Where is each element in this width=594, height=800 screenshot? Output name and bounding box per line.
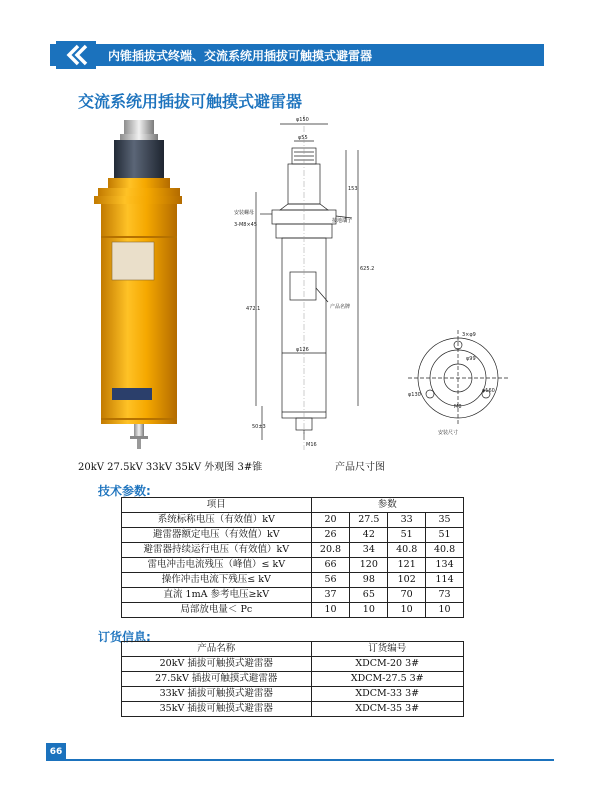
cell: 121 [388,558,426,573]
cell: 40.8 [426,543,464,558]
table-row [122,702,464,717]
cell: 42 [350,528,388,543]
header-title: 内锥插拔式终端、交流系统用插拔可触摸式避雷器 [108,49,373,63]
table-row [122,513,464,528]
label-bolt: 3-M8×45 [234,222,258,228]
row-label: 避雷器额定电压（有效值）kV [122,528,312,543]
dim-d99: φ99 [466,356,476,362]
table-row [122,558,464,573]
cell: 66 [311,558,350,573]
order-table [121,641,464,717]
product-name: 20kV 插拔可触摸式避雷器 [122,657,312,672]
table-row [122,672,464,687]
label-mount-nut: 安装螺母 [234,210,255,216]
cell: 56 [311,573,350,588]
cell: 102 [388,573,426,588]
row-label: 雷电冲击电流残压（峰值）≤ kV [122,558,312,573]
cell: 26 [311,528,350,543]
row-label: 避雷器持续运行电压（有效值）kV [122,543,312,558]
page-title: 交流系统用插拔可触摸式避雷器 [78,92,303,111]
cell: 51 [426,528,464,543]
table-row [122,603,464,618]
cell: 33 [388,513,426,528]
table-header-row [122,642,464,657]
dim-m8: M8 [454,404,462,410]
table-header-row [122,498,464,513]
header-item: 项目 [122,498,312,513]
cell: 98 [350,573,388,588]
cell: 37 [311,588,350,603]
cell: 65 [350,588,388,603]
table-row [122,588,464,603]
header-order-code: 订货编号 [311,642,463,657]
header-product-name: 产品名称 [122,642,312,657]
cell: 51 [388,528,426,543]
row-label: 直流 1mA 参考电压≥kV [122,588,312,603]
table-row [122,543,464,558]
section-order-info: 订货信息: [98,630,151,644]
tech-params-table [121,497,464,618]
cell: 73 [426,588,464,603]
page-number: 66 [46,743,66,761]
product-photo [80,118,200,453]
table-row [122,687,464,702]
product-name: 35kV 插拔可触摸式避雷器 [122,702,312,717]
order-code: XDCM-33 3# [311,687,463,702]
dim-d126: φ126 [296,347,309,353]
label-install-size: 安装尺寸 [438,430,459,436]
row-label: 系统标称电压（有效值）kV [122,513,312,528]
dim-d130: φ130 [408,392,421,398]
row-label: 局部放电量＜ Pc [122,603,312,618]
dim-d150: φ150 [296,117,309,123]
order-code: XDCM-35 3# [311,702,463,717]
dim-d160: φ160 [482,388,495,394]
label-ground: 接地端子 [332,218,353,224]
drawing-caption: 产品尺寸图 [335,462,385,473]
cell: 134 [426,558,464,573]
row-label: 操作冲击电流下残压≤ kV [122,573,312,588]
product-name: 33kV 插拔可触摸式避雷器 [122,687,312,702]
footer-rule [48,759,554,761]
cell: 10 [388,603,426,618]
dimension-drawing [228,110,508,455]
cell: 34 [350,543,388,558]
cell: 70 [388,588,426,603]
order-code: XDCM-27.5 3# [311,672,463,687]
cell: 40.8 [388,543,426,558]
cell: 10 [311,603,350,618]
cell: 35 [426,513,464,528]
table-row [122,657,464,672]
section-tech-params: 技术参数: [98,484,151,498]
cell: 27.5 [350,513,388,528]
chevron-left-icon [56,41,96,69]
cell: 114 [426,573,464,588]
table-row [122,528,464,543]
dim-h625: 625.2 [360,266,375,272]
header-param: 参数 [311,498,463,513]
photo-caption: 20kV 27.5kV 33kV 35kV 外观图 3#锥 [78,462,263,473]
dim-h153: 153 [348,186,358,192]
dim-d55: φ55 [298,135,308,141]
label-nameplate: 产品名牌 [330,304,351,310]
cell: 20.8 [311,543,350,558]
order-code: XDCM-20 3# [311,657,463,672]
product-name: 27.5kV 插拔可触摸式避雷器 [122,672,312,687]
dim-m16: M16 [306,442,317,448]
dim-3xd9: 3×φ9 [462,332,476,338]
dim-h50: 50±3 [252,424,266,430]
cell: 10 [350,603,388,618]
cell: 20 [311,513,350,528]
cell: 10 [426,603,464,618]
cell: 120 [350,558,388,573]
table-row [122,573,464,588]
dim-h472: 472.1 [246,306,261,312]
